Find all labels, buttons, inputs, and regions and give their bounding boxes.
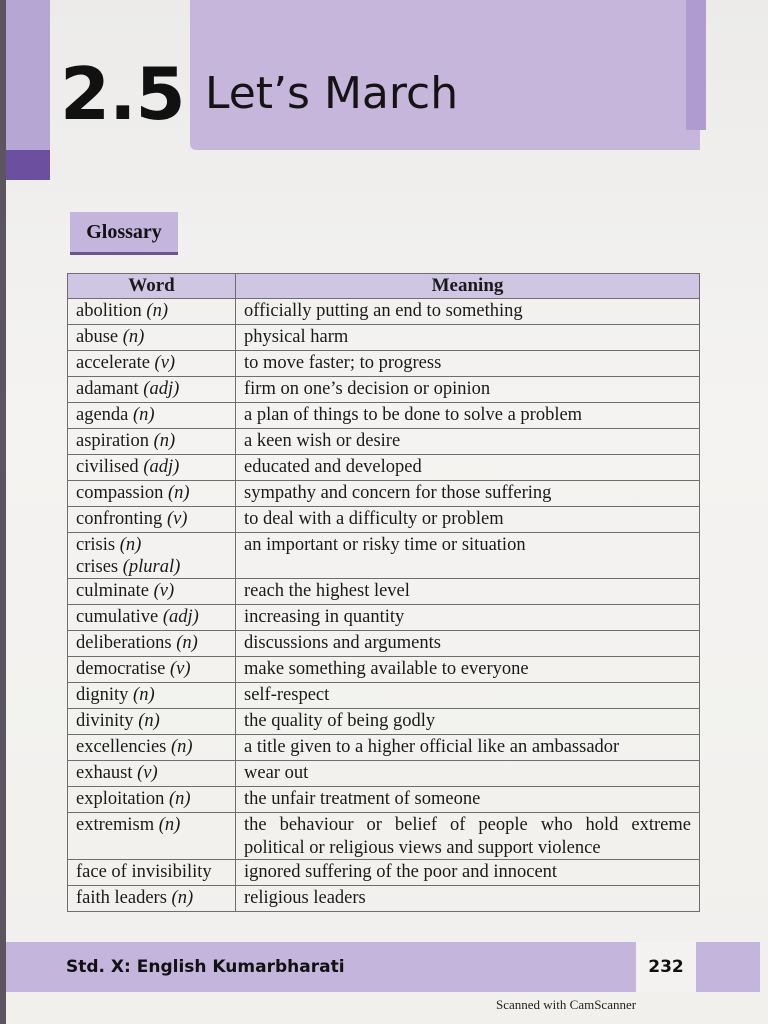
meaning-text: an important or risky time or situation xyxy=(244,535,526,555)
meaning-cell xyxy=(236,429,700,455)
table-row xyxy=(68,351,700,377)
word-cell xyxy=(68,325,236,351)
glossary-word: aspiration xyxy=(76,431,149,451)
meaning-cell xyxy=(236,377,700,403)
meaning-cell xyxy=(236,787,700,813)
glossary-word: civilised xyxy=(76,457,139,477)
word-cell xyxy=(68,885,236,911)
meaning-text: the behaviour or belief of people who hold extreme xyxy=(244,815,691,836)
word-cell xyxy=(68,735,236,761)
table-row xyxy=(68,657,700,683)
section-heading: Glossary xyxy=(70,212,178,255)
meaning-cell xyxy=(236,859,700,885)
meaning-text: reach the highest level xyxy=(244,581,410,602)
word-cell xyxy=(68,377,236,403)
meaning-text: officially putting an end to something xyxy=(244,301,523,321)
glossary-word: confronting xyxy=(76,509,163,529)
meaning-cell xyxy=(236,735,700,761)
meaning-cell xyxy=(236,455,700,481)
part-of-speech: (n) xyxy=(176,633,198,654)
meaning-text: a keen wish or desire xyxy=(244,431,401,451)
glossary-word: crisis xyxy=(76,535,116,555)
meaning-cell xyxy=(236,507,700,533)
word-cell xyxy=(68,579,236,605)
table-row xyxy=(68,481,700,507)
word-cell xyxy=(68,533,236,579)
meaning-cell xyxy=(236,325,700,351)
part-of-speech: (n) xyxy=(158,815,181,836)
table-row xyxy=(68,761,700,787)
column-header-word: Word xyxy=(68,274,236,299)
meaning-text: the quality of being godly xyxy=(244,711,436,732)
table-row xyxy=(68,787,700,813)
meaning-cell xyxy=(236,683,700,709)
glossary-word: deliberations xyxy=(76,633,172,654)
table-row xyxy=(68,299,700,325)
meaning-text: make something available to everyone xyxy=(244,659,529,680)
part-of-speech: (n) xyxy=(146,301,168,321)
glossary-word: culminate xyxy=(76,581,149,602)
word-cell xyxy=(68,683,236,709)
meaning-text: sympathy and concern for those suffering xyxy=(244,483,552,503)
glossary-word: accelerate xyxy=(76,353,150,373)
part-of-speech: (n) xyxy=(133,405,155,425)
word-cell xyxy=(68,859,236,885)
meaning-text: physical harm xyxy=(244,327,349,347)
glossary-word: extremism xyxy=(76,815,155,836)
meaning-cell xyxy=(236,351,700,377)
meaning-cell xyxy=(236,813,700,859)
table-row xyxy=(68,455,700,481)
glossary-header-row xyxy=(68,274,700,299)
meaning-cell xyxy=(236,885,700,911)
table-row xyxy=(68,429,700,455)
word-cell xyxy=(68,709,236,735)
glossary-word: exploitation xyxy=(76,789,165,810)
column-header-meaning: Meaning xyxy=(236,274,700,299)
meaning-text: educated and developed xyxy=(244,457,422,477)
table-row xyxy=(68,533,700,579)
meaning-cell xyxy=(236,709,700,735)
table-row xyxy=(68,579,700,605)
word-cell xyxy=(68,631,236,657)
meaning-cell xyxy=(236,299,700,325)
chapter-title: Let’s March xyxy=(205,68,459,119)
glossary-word: excellencies xyxy=(76,737,167,758)
scanner-watermark: Scanned with CamScanner xyxy=(496,997,637,1012)
glossary-word: exhaust xyxy=(76,763,133,784)
word-cell xyxy=(68,761,236,787)
table-row xyxy=(68,885,700,911)
meaning-text: a title given to a higher official like an ambassador xyxy=(244,737,620,758)
left-decor-accent xyxy=(6,150,50,180)
meaning-cell xyxy=(236,761,700,787)
glossary-word: crises xyxy=(76,557,119,578)
word-cell xyxy=(68,299,236,325)
word-cell xyxy=(68,813,236,859)
part-of-speech: (n) xyxy=(169,789,191,810)
word-cell xyxy=(68,403,236,429)
word-cell xyxy=(68,787,236,813)
word-cell xyxy=(68,657,236,683)
table-row xyxy=(68,605,700,631)
meaning-cell xyxy=(236,579,700,605)
glossary-word: cumulative xyxy=(76,607,159,628)
part-of-speech: (n) xyxy=(171,737,193,758)
page-number: 232 xyxy=(636,942,696,992)
meaning-cell xyxy=(236,533,700,579)
meaning-text: the unfair treatment of someone xyxy=(244,789,481,810)
glossary-word: face of invisibility xyxy=(76,861,212,882)
table-row xyxy=(68,735,700,761)
part-of-speech: (v) xyxy=(170,659,191,680)
meaning-text: to deal with a difficulty or problem xyxy=(244,509,504,529)
glossary-word: abolition xyxy=(76,301,142,321)
footer-book-title: Std. X: English Kumarbharati xyxy=(66,957,345,977)
meaning-cell xyxy=(236,657,700,683)
chapter-number: 2.5 xyxy=(60,52,185,136)
part-of-speech: (v) xyxy=(154,353,176,373)
meaning-text: religious leaders xyxy=(244,887,366,908)
part-of-speech: (adj) xyxy=(162,607,199,628)
glossary-word: democratise xyxy=(76,659,166,680)
meaning-cell xyxy=(236,631,700,657)
meaning-text: wear out xyxy=(244,763,309,784)
word-cell xyxy=(68,481,236,507)
table-row xyxy=(68,683,700,709)
table-row xyxy=(68,325,700,351)
part-of-speech: (n) xyxy=(133,685,155,706)
part-of-speech: (n) xyxy=(167,483,190,503)
part-of-speech: (n) xyxy=(119,535,142,555)
meaning-text: ignored suffering of the poor and innocent xyxy=(244,861,558,882)
meaning-text: increasing in quantity xyxy=(244,607,405,628)
meaning-cell xyxy=(236,605,700,631)
word-cell xyxy=(68,455,236,481)
word-cell xyxy=(68,429,236,455)
part-of-speech: (n) xyxy=(138,711,160,732)
glossary-word: dignity xyxy=(76,685,129,706)
part-of-speech: (v) xyxy=(137,763,158,784)
meaning-cell xyxy=(236,481,700,507)
glossary-word: faith leaders xyxy=(76,887,167,908)
table-row xyxy=(68,631,700,657)
part-of-speech: (plural) xyxy=(122,557,181,578)
part-of-speech: (adj) xyxy=(143,379,180,399)
meaning-text: to move faster; to progress xyxy=(244,353,442,373)
table-row xyxy=(68,377,700,403)
meaning-text: firm on one’s decision or opinion xyxy=(244,379,491,399)
glossary-table xyxy=(67,273,700,912)
word-cell xyxy=(68,507,236,533)
word-cell xyxy=(68,605,236,631)
meaning-text: a plan of things to be done to solve a problem xyxy=(244,405,583,425)
table-row xyxy=(68,859,700,885)
glossary-word: compassion xyxy=(76,483,164,503)
title-band-edge xyxy=(686,0,706,130)
word-cell xyxy=(68,351,236,377)
meaning-text: discussions and arguments xyxy=(244,633,441,654)
table-row xyxy=(68,813,700,859)
part-of-speech: (n) xyxy=(122,327,145,347)
meaning-text: political or religious views and support violence xyxy=(244,837,601,858)
glossary-body xyxy=(68,299,700,912)
part-of-speech: (v) xyxy=(153,581,175,602)
glossary-word: adamant xyxy=(76,379,139,399)
part-of-speech: (adj) xyxy=(143,457,180,477)
part-of-speech: (n) xyxy=(153,431,176,451)
meaning-text: self-respect xyxy=(244,685,330,706)
meaning-cell xyxy=(236,403,700,429)
part-of-speech: (n) xyxy=(171,887,194,908)
glossary-word: abuse xyxy=(76,327,119,347)
glossary-word: agenda xyxy=(76,405,129,425)
table-row xyxy=(68,507,700,533)
table-row xyxy=(68,403,700,429)
table-row xyxy=(68,709,700,735)
glossary-word: divinity xyxy=(76,711,134,732)
part-of-speech: (v) xyxy=(166,509,188,529)
